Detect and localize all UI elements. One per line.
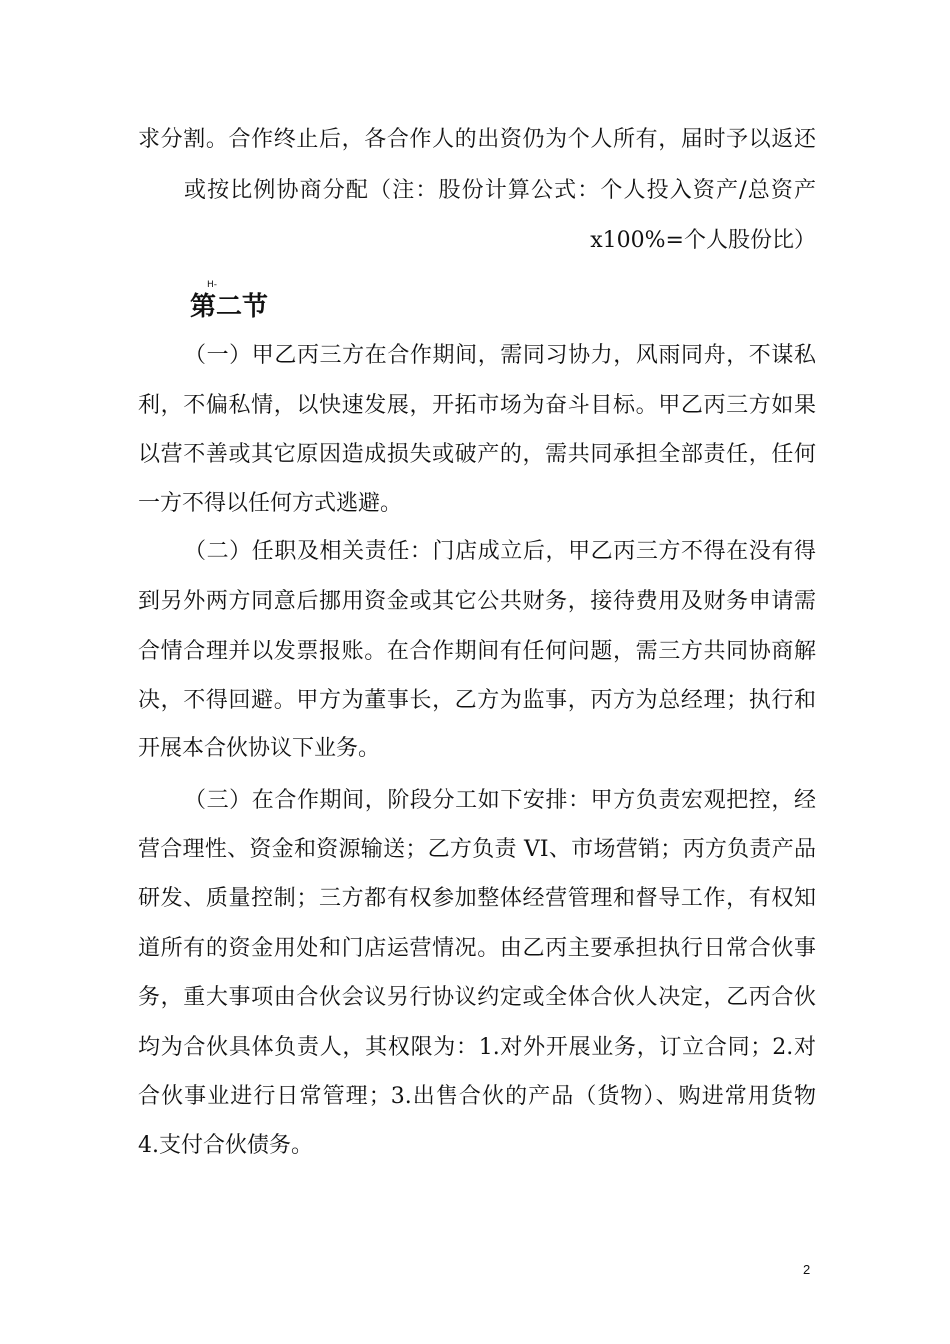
paragraph-line: 合情合理并以发票报账。在合作期间有任何问题，需三方共同协商解 — [138, 639, 816, 664]
paragraph-line: （二）任职及相关责任：门店成立后，甲乙丙三方不得在没有得 — [184, 539, 816, 564]
paragraph-line: 以营不善或其它原因造成损失或破产的，需共同承担全部责任，任何 — [138, 442, 816, 467]
paragraph-line: （一）甲乙丙三方在合作期间，需同习协力，风雨同舟，不谋私 — [184, 343, 816, 368]
paragraph-line: 道所有的资金用处和门店运营情况。由乙丙主要承担执行日常合伙事 — [138, 936, 816, 961]
paragraph-line: 务，重大事项由合伙会议另行协议约定或全体合伙人决定，乙丙合伙 — [138, 985, 816, 1010]
paragraph-line: 到另外两方同意后挪用资金或其它公共财务，接待费用及财务申请需 — [138, 589, 816, 614]
text-line: 或按比例协商分配（注：股份计算公式：个人投入资产/总资产 — [184, 178, 816, 203]
paragraph-line: 决，不得回避。甲方为董事长，乙方为监事，丙方为总经理；执行和 — [138, 688, 816, 713]
heading-mark: H- — [207, 280, 218, 290]
paragraph-line: 均为合伙具体负责人，其权限为：1.对外开展业务，订立合同；2.对 — [138, 1035, 816, 1060]
text-line: x100%=个人股份比） — [590, 228, 816, 253]
paragraph-line: 研发、质量控制；三方都有权参加整体经营管理和督导工作，有权知 — [138, 886, 816, 911]
paragraph-line: 4.支付合伙债务。 — [138, 1133, 313, 1158]
paragraph-line: 开展本合伙协议下业务。 — [138, 736, 381, 761]
page-number: 2 — [803, 1262, 811, 1277]
paragraph-line: 利，不偏私情，以快速发展，开拓市场为奋斗目标。甲乙丙三方如果 — [138, 393, 816, 418]
paragraph-line: 一方不得以任何方式逃避。 — [138, 491, 403, 516]
text-line: 求分割。合作终止后，各合作人的出资仍为个人所有，届时予以返还 — [138, 127, 816, 152]
paragraph-line: （三）在合作期间，阶段分工如下安排：甲方负责宏观把控，经 — [184, 788, 816, 813]
paragraph-line: 合伙事业进行日常管理；3.出售合伙的产品（货物）、购进常用货物 — [138, 1084, 816, 1109]
paragraph-line: 营合理性、资金和资源输送；乙方负责 VI、市场营销；丙方负责产品 — [138, 837, 816, 862]
section-title: 第二节 — [190, 292, 269, 322]
